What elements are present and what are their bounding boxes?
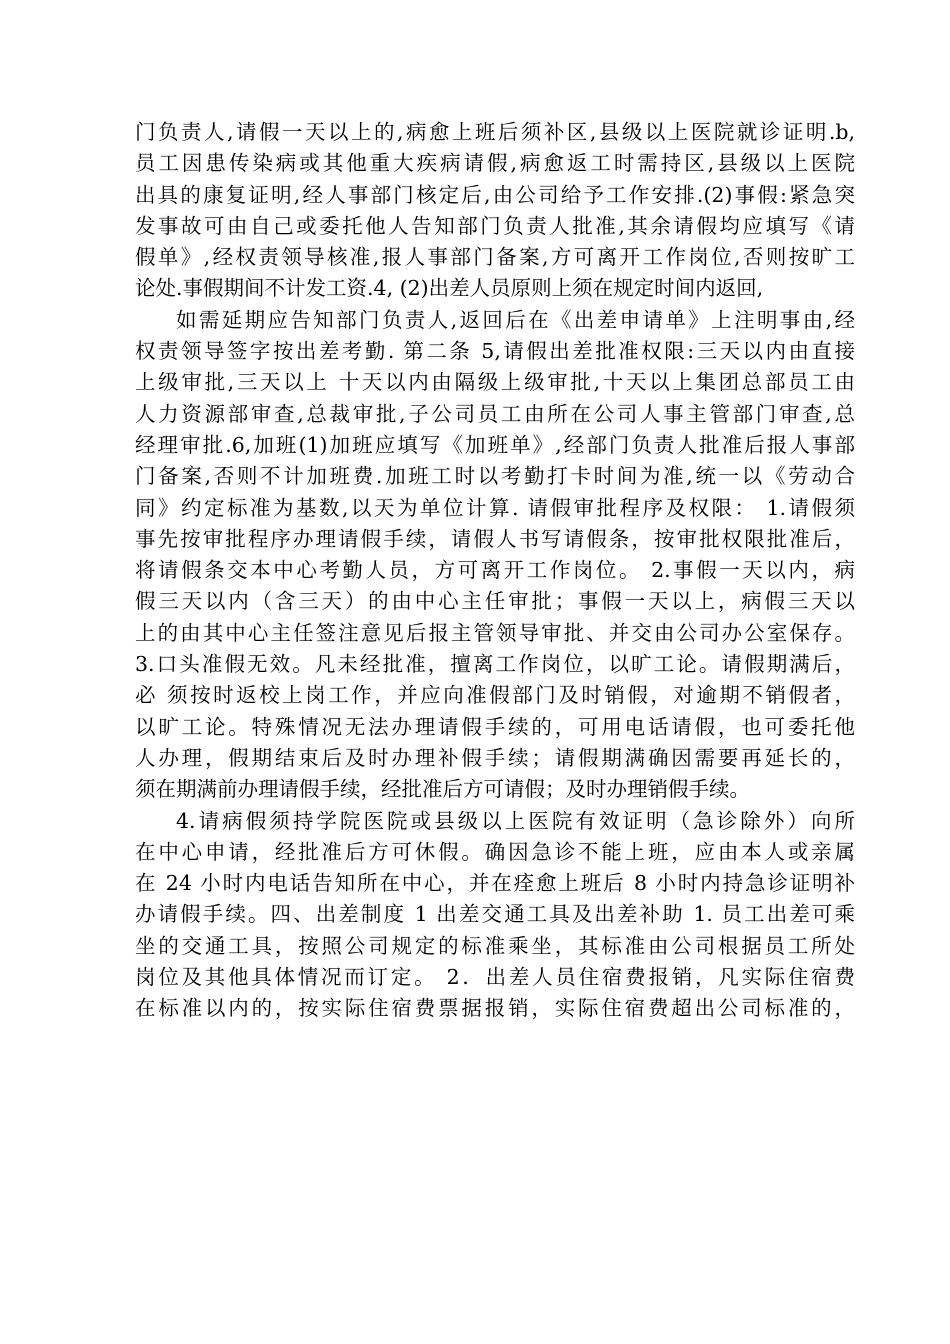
paragraph-1 xyxy=(135,117,855,305)
text-line: 在标准以内的，按实际住宿费票据报销，实际住宿费超出公司标准的， xyxy=(135,996,855,1021)
text-line: 以旷工论。特殊情况无法办理请假手续的，可用电话请假，也可委托他 xyxy=(135,714,855,739)
text-line: 将请假条交本中心考勤人员，方可离开工作岗位。 2.事假一天以内，病 xyxy=(135,558,855,583)
text-line: 坐的交通工具，按照公司规定的标准乘坐，其标准由公司根据员工所处 xyxy=(135,933,855,958)
text-line: 门负责人,请假一天以上的,病愈上班后须补区,县级以上医院就诊证明.b, xyxy=(135,120,855,144)
text-line: 门备案,否则不计加班费.加班工时以考勤打卡时间为准,统一以《劳动合 xyxy=(135,464,855,489)
text-line: 假三天以内（含三天）的由中心主任审批；事假一天以上，病假三天以 xyxy=(135,589,855,614)
text-line: 必 须按时返校上岗工作，并应向准假部门及时销假，对逾期不销假者， xyxy=(135,683,855,708)
text-line: 岗位及其他具体情况而订定。 2．出差人员住宿费报销，凡实际住宿费 xyxy=(135,965,855,990)
text-line: 4.请病假须持学院医院或县级以上医院有效证明（急诊除外）向所 xyxy=(176,808,855,833)
text-line: 人力资源部审查,总裁审批,子公司员工由所在公司人事主管部门审查,总 xyxy=(135,401,855,426)
text-line: 出具的康复证明,经人事部门核定后,由公司给予工作安排.(2)事假:紧急突 xyxy=(135,182,855,207)
paragraph-3 xyxy=(135,806,855,1025)
text-line: 上的由其中心主任签注意见后报主管领导审批、并交由公司办公室保存。 xyxy=(135,620,855,645)
text-line: 如需延期应告知部门负责人,返回后在《出差申请单》上注明事由,经 xyxy=(176,307,855,332)
text-line: 权责领导签字按出差考勤. 第二条 5,请假出差批准权限:三天以内由直接 xyxy=(135,339,855,364)
text-line: 3.口头准假无效。凡未经批准，擅离工作岗位，以旷工论。请假期满后， xyxy=(135,652,855,677)
text-line: 员工因患传染病或其他重大疾病请假,病愈返工时需持区,县级以上医院 xyxy=(135,151,855,176)
text-line: 论处.事假期间不计发工资.4, (2)出差人员原则上须在规定时间内返回, xyxy=(135,276,764,301)
text-line: 须在期满前办理请假手续，经批准后方可请假；及时办理销假手续。 xyxy=(135,777,750,802)
text-line: 在 24 小时内电话告知所在中心，并在痊愈上班后 8 小时内持急诊证明补 xyxy=(135,871,855,896)
text-line: 同》约定标准为基数,以天为单位计算. 请假审批程序及权限： 1.请假须 xyxy=(135,495,855,520)
text-line: 经理审批.6,加班(1)加班应填写《加班单》,经部门负责人批准后报人事部 xyxy=(135,432,855,457)
text-line: 人办理，假期结束后及时办理补假手续；请假期满确因需要再延长的， xyxy=(135,745,855,770)
text-line: 上级审批,三天以上 十天以内由隔级上级审批,十天以上集团总部员工由 xyxy=(135,370,855,395)
paragraph-2 xyxy=(135,305,855,806)
document-body xyxy=(135,117,855,1025)
text-line: 事先按审批程序办理请假手续，请假人书写请假条，按审批权限批准后， xyxy=(135,526,855,551)
text-line: 办请假手续。四、出差制度 1 出差交通工具及出差补助 1. 员工出差可乘 xyxy=(135,902,855,927)
text-line: 在中心申请，经批准后方可休假。确因急诊不能上班，应由本人或亲属 xyxy=(135,839,855,864)
text-line: 发事故可由自己或委托他人告知部门负责人批准,其余请假均应填写《请 xyxy=(135,213,855,238)
text-line: 假单》,经权责领导核准,报人事部门备案,方可离开工作岗位,否则按旷工 xyxy=(135,245,855,270)
